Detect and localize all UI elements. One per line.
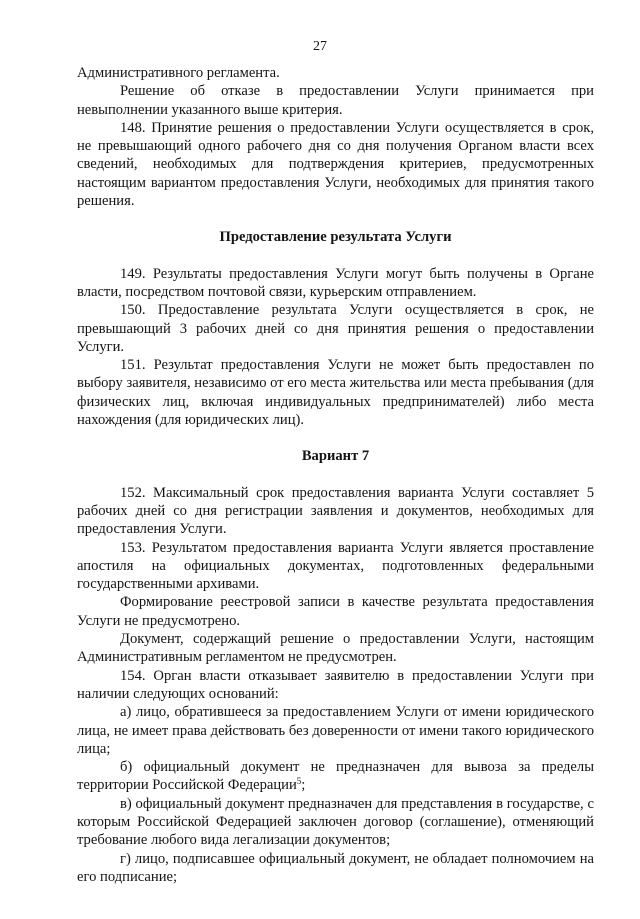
list-item-a: а) лицо, обратившееся за предоставлением Услуги от имени юридического лица, не имеет права действовать без доверенности от имени такого юридического лица; [77, 704, 594, 757]
list-item-b [77, 758, 594, 795]
paragraph-154: 154. Орган власти отказывает заявителю в предоставлении Услуги при наличии следующих оснований: [77, 667, 594, 702]
paragraph-continuation: Административного регламента. [77, 65, 280, 81]
footnote-ref-5: 5 [296, 776, 302, 787]
section-heading-variant-7: Вариант 7 [301, 448, 370, 465]
page-number: 27 [313, 39, 327, 54]
paragraph-152: 152. Максимальный срок предоставления варианта Услуги составляет 5 рабочих дней со дня регистрации заявления и документов, необходимых для предоставления Услуги. [77, 484, 594, 538]
section-heading-result: Предоставление результата Услуги [219, 229, 452, 246]
list-item-g: г) лицо, подписавшее официальный документ, не обладает полномочием на его подписание; [77, 850, 594, 885]
paragraph-148: 148. Принятие решения о предоставлении Услуги осуществляется в срок, не превышающий одного рабочего дня со дня получения Органом власти всех сведений, необходимых для подтверждения критериев, предусмотренных настоящим вариантом предоставления Услуги, необходимых для принятия такого решения. [77, 119, 594, 210]
paragraph-registry-record: Формирование реестровой записи в качестве результата предоставления Услуги не предусмотрено. [77, 594, 594, 629]
paragraph-153: 153. Результатом предоставления варианта Услуги является проставление апостиля на официальных документах, подготовленных федеральными государственными архивами. [77, 539, 594, 593]
paragraph-decision-document: Документ, содержащий решение о предоставлении Услуги, настоящим Административным регламентом не предусмотрен. [77, 631, 594, 666]
paragraph-refusal-decision: Решение об отказе в предоставлении Услуги принимается при невыполнении указанного выше критерия. [77, 83, 594, 118]
list-item-b-text: б) официальный документ не предназначен для вывоза за пределы территории Российской Федерации [77, 759, 594, 794]
list-item-v: в) официальный документ предназначен для представления в государстве, с которым Российской Федерацией заключен договор (соглашение), отменяющий требование любого вида легализации документов; [77, 795, 594, 849]
paragraph-150: 150. Предоставление результата Услуги осуществляется в срок, не превышающий 3 рабочих дней со дня принятия решения о предоставлении Услуги. [77, 302, 594, 355]
list-item-b-end: ; [301, 777, 306, 794]
document-body [77, 64, 594, 886]
paragraph-149: 149. Результаты предоставления Услуги могут быть получены в Органе власти, посредством почтовой связи, курьерским отправлением. [77, 265, 594, 300]
paragraph-151: 151. Результат предоставления Услуги не может быть предоставлен по выбору заявителя, независимо от его места жительства или места пребывания (для физических лиц, включая индивидуальных предпринимателей) либо места нахождения (для юридических лиц). [77, 357, 594, 429]
